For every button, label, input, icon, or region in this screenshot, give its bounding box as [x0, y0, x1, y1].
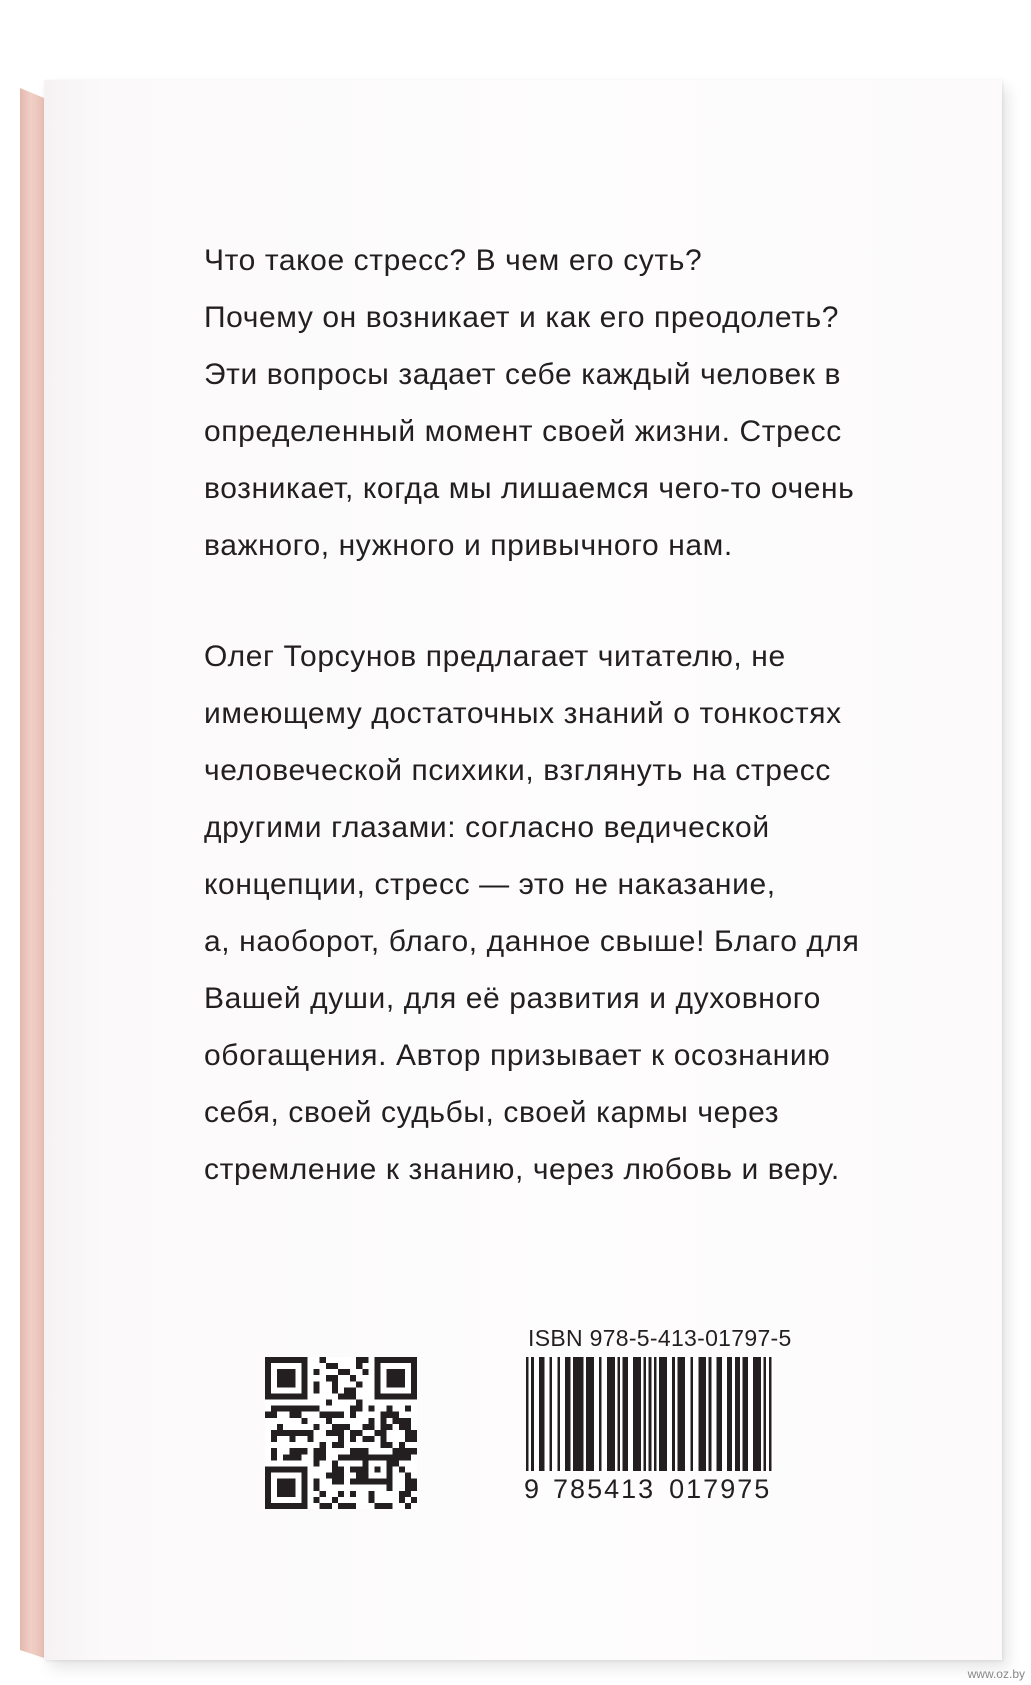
paragraph-2: [204, 628, 964, 1198]
text-line: другими глазами: согласно ведической: [204, 811, 770, 844]
text-line: обогащения. Автор призывает к осознанию: [204, 1039, 831, 1072]
text-line: стремление к знанию, через любовь и веру.: [204, 1153, 840, 1186]
text-line: имеющему достаточных знаний о тонкостях: [204, 697, 842, 730]
watermark: www.oz.by: [967, 1667, 1025, 1681]
text-line: концепции, стресс — это не наказание,: [204, 868, 776, 901]
barcode-digit-first: 9: [524, 1474, 540, 1504]
text-line: Почему он возникает и как его преодолеть?: [204, 301, 840, 334]
annotation-text: [204, 232, 964, 1198]
text-line: важного, нужного и привычного нам.: [204, 529, 733, 562]
barcode-digit-group-right: 017975: [669, 1474, 772, 1504]
text-line: Олег Торсунов предлагает читателю, не: [204, 640, 786, 673]
isbn-label: ISBN 978-5-413-01797-5: [528, 1325, 792, 1351]
text-line: Вашей души, для её развития и духовного: [204, 982, 821, 1015]
text-line: Что такое стресс? В чем его суть?: [204, 244, 703, 277]
barcode-digits: [524, 1474, 784, 1505]
barcode-icon: [526, 1357, 774, 1471]
barcode-digit-group-left: 785413: [553, 1474, 656, 1504]
paragraph-1: [204, 232, 964, 574]
text-line: а, наоборот, благо, данное свыше! Благо для: [204, 925, 860, 958]
qr-code-icon: [265, 1357, 417, 1509]
text-line: определенный момент своей жизни. Стресс: [204, 415, 842, 448]
book-spine-edge: [20, 88, 44, 1658]
text-line: возникает, когда мы лишаемся чего-то очень: [204, 472, 855, 505]
text-line: человеческой психики, взглянуть на стресс: [204, 754, 831, 787]
text-line: себя, своей судьбы, своей кармы через: [204, 1096, 780, 1129]
text-line: Эти вопросы задает себе каждый человек в: [204, 358, 842, 391]
